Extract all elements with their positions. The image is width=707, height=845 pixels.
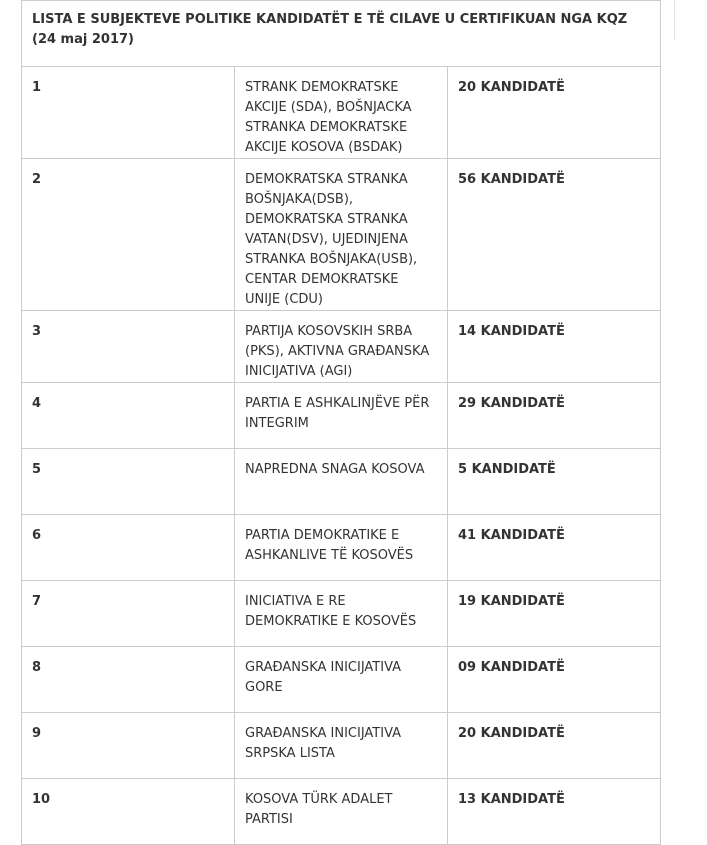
party-name-cell (235, 449, 448, 515)
party-name: KOSOVA TÜRK ADALET PARTISI (245, 792, 393, 827)
table-row (22, 581, 661, 647)
table-row (22, 67, 661, 159)
party-name-cell (235, 779, 448, 845)
party-name-cell (235, 311, 448, 383)
party-name-cell (235, 383, 448, 449)
party-name-cell (235, 647, 448, 713)
candidate-count-cell (448, 383, 661, 449)
row-number: 10 (32, 792, 51, 807)
row-number-cell (22, 515, 235, 581)
table-row (22, 449, 661, 515)
party-name-cell (235, 67, 448, 159)
candidate-count: 41 KANDIDATË (458, 528, 565, 543)
party-name: GRAĐANSKA INICIJATIVA GORE (245, 660, 402, 695)
party-name: PARTIA E ASHKALINJËVE PËR INTEGRIM (245, 396, 430, 431)
candidate-count-cell (448, 449, 661, 515)
page-edge-divider (674, 0, 675, 40)
row-number: 3 (32, 324, 42, 339)
party-name: INICIATIVA E RE DEMOKRATIKE E KOSOVËS (245, 594, 417, 629)
table-title: LISTA E SUBJEKTEVE POLITIKE KANDIDATËT E TË CILAVE U CERTIFIKUAN NGA KQZ (24 maj 2017) (32, 12, 628, 47)
row-number: 1 (32, 80, 42, 95)
party-name: PARTIJA KOSOVSKIH SRBA (PKS), AKTIVNA GRAĐANSKA INICIJATIVA (AGI) (245, 324, 430, 379)
candidate-count-cell (448, 647, 661, 713)
candidate-count: 20 KANDIDATË (458, 726, 565, 741)
table-title-row (22, 1, 661, 67)
party-name: NAPREDNA SNAGA KOSOVA (245, 462, 425, 477)
party-name-cell (235, 581, 448, 647)
row-number: 5 (32, 462, 42, 477)
candidate-count: 14 KANDIDATË (458, 324, 565, 339)
candidate-count-cell (448, 311, 661, 383)
party-name-cell (235, 515, 448, 581)
row-number-cell (22, 647, 235, 713)
row-number-cell (22, 779, 235, 845)
candidate-count-cell (448, 515, 661, 581)
row-number: 7 (32, 594, 42, 609)
candidate-count: 29 KANDIDATË (458, 396, 565, 411)
table-row (22, 159, 661, 311)
row-number-cell (22, 67, 235, 159)
table-row (22, 779, 661, 845)
row-number-cell (22, 449, 235, 515)
row-number: 9 (32, 726, 42, 741)
party-name: DEMOKRATSKA STRANKA BOŠNJAKA(DSB), DEMOKRATSKA STRANKA VATAN(DSV), UJEDINJENA STRANKA BOŠNJAKA(USB), CENTAR DEMOKRATSKE UNIJE (CDU) (245, 172, 418, 307)
table-row (22, 311, 661, 383)
table-row (22, 647, 661, 713)
table-title-cell (22, 1, 661, 67)
candidates-table (21, 0, 661, 845)
party-name: STRANK DEMOKRATSKE AKCIJE (SDA), BOŠNJACKA STRANKA DEMOKRATSKE AKCIJE KOSOVA (BSDAK) (245, 80, 412, 155)
table-row (22, 515, 661, 581)
candidate-count-cell (448, 159, 661, 311)
row-number: 2 (32, 172, 42, 187)
candidate-count: 13 KANDIDATË (458, 792, 565, 807)
row-number-cell (22, 383, 235, 449)
candidate-count-cell (448, 581, 661, 647)
candidate-count: 09 KANDIDATË (458, 660, 565, 675)
row-number-cell (22, 311, 235, 383)
party-name: PARTIA DEMOKRATIKE E ASHKANLIVE TË KOSOVËS (245, 528, 414, 563)
candidate-count: 5 KANDIDATË (458, 462, 556, 477)
candidate-count: 20 KANDIDATË (458, 80, 565, 95)
party-name-cell (235, 159, 448, 311)
row-number: 6 (32, 528, 42, 543)
candidate-count-cell (448, 67, 661, 159)
table-row (22, 383, 661, 449)
party-name: GRAĐANSKA INICIJATIVA SRPSKA LISTA (245, 726, 402, 761)
row-number-cell (22, 581, 235, 647)
candidate-count-cell (448, 779, 661, 845)
row-number: 8 (32, 660, 42, 675)
row-number-cell (22, 159, 235, 311)
candidate-count: 56 KANDIDATË (458, 172, 565, 187)
candidate-count: 19 KANDIDATË (458, 594, 565, 609)
row-number: 4 (32, 396, 42, 411)
